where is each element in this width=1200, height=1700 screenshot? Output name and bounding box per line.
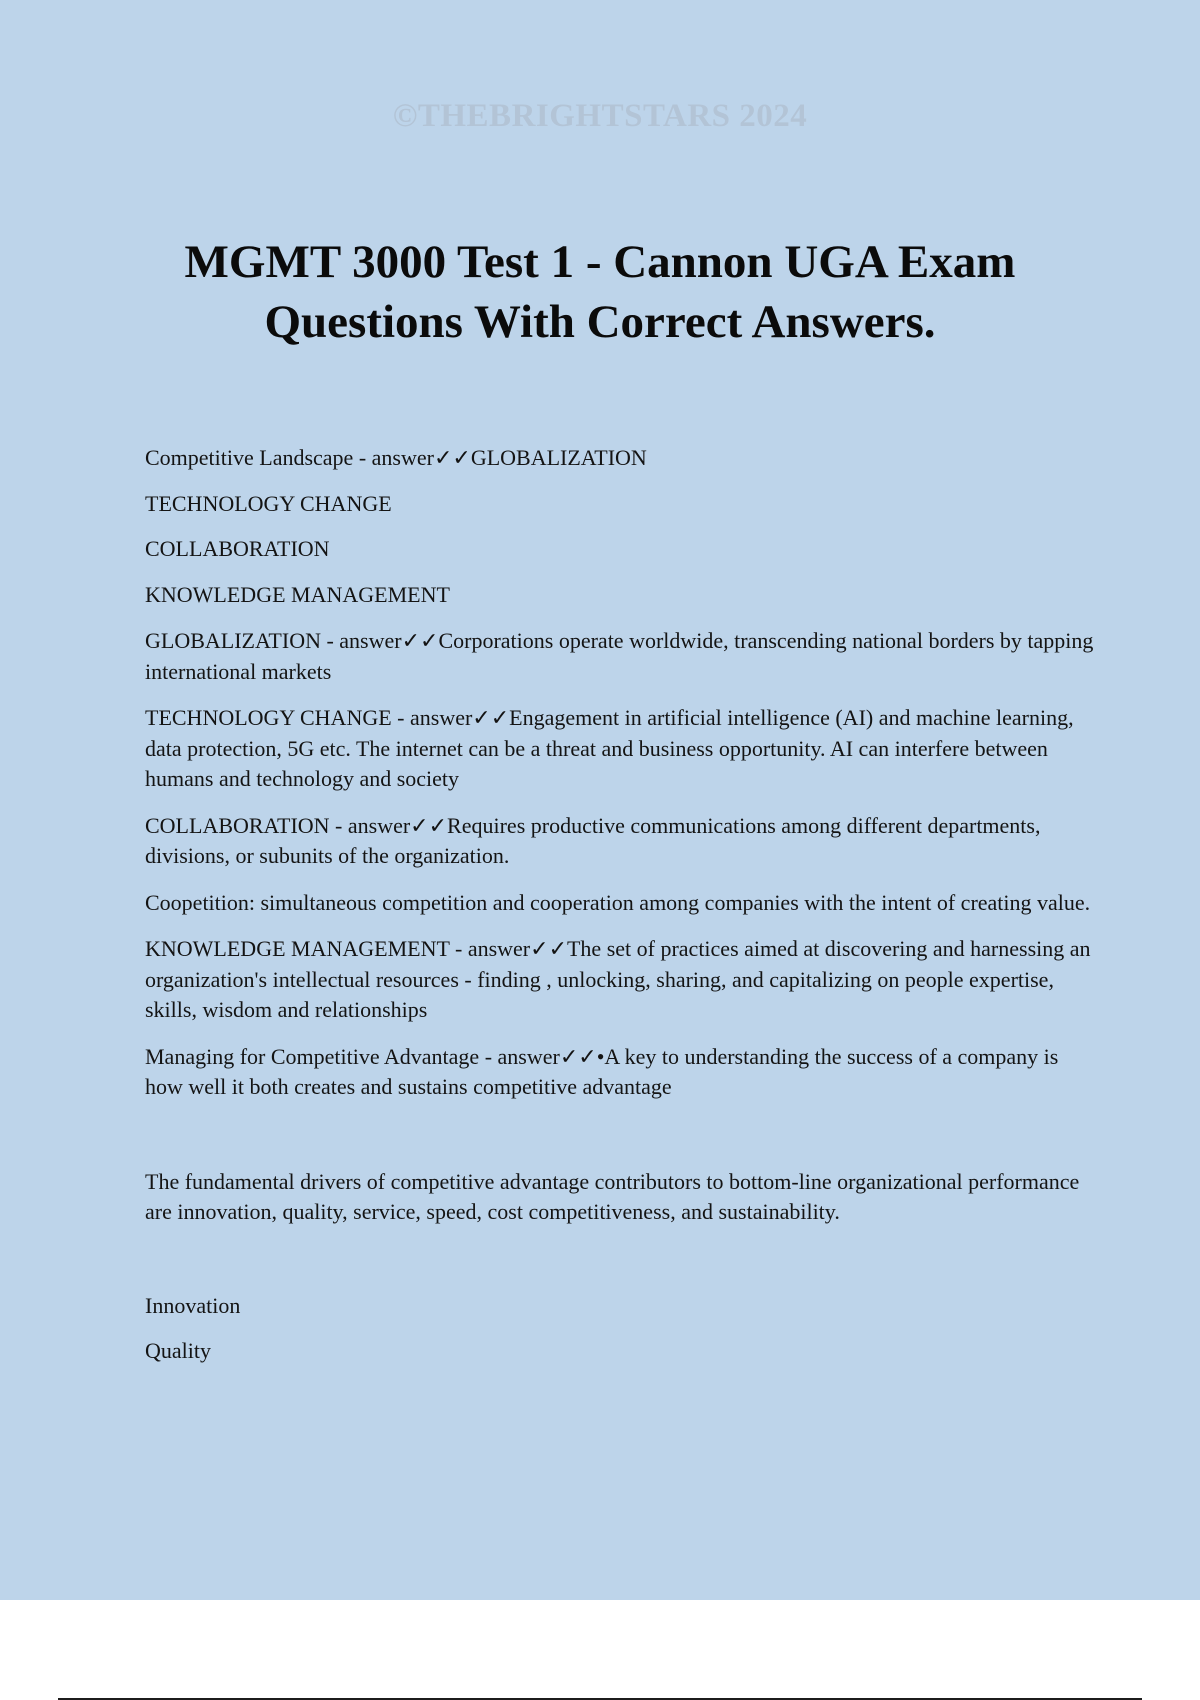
paragraph-collaboration: COLLABORATION xyxy=(145,536,330,561)
document-body xyxy=(145,443,1095,1367)
paragraph-knowledge-management: KNOWLEDGE MANAGEMENT xyxy=(145,581,450,607)
paragraph-collaboration-answer: COLLABORATION - answer✓✓Requires productive communications among different departments, divisions, or subunits of the organization. xyxy=(145,812,1041,868)
paragraph-innovation: Innovation xyxy=(145,1292,241,1318)
paragraph-technology-change-answer: TECHNOLOGY CHANGE - answer✓✓Engagement in artificial intelligence (AI) and machine learning, data protection, 5G etc. The internet can be a threat and business opportunity. AI can interfere between humans and technology and society xyxy=(145,705,1074,791)
paragraph-fundamental-drivers: The fundamental drivers of competitive advantage contributors to bottom-line organizational performance are innovation, quality, service, speed, cost competitiveness, and sustainability. xyxy=(145,1168,1080,1224)
paragraph-competitive-landscape: Competitive Landscape - answer✓✓GLOBALIZATION xyxy=(145,445,647,470)
paragraph-quality: Quality xyxy=(145,1338,211,1363)
paragraph-knowledge-management-answer: KNOWLEDGE MANAGEMENT - answer✓✓The set of practices aimed at discovering and harnessing an organization's intellectual resources - finding , unlocking, sharing, and capitalizing on people expertise, skills, wisdom and relationships xyxy=(145,936,1091,1022)
watermark: ©THEBRIGHTSTARS 2024 xyxy=(392,98,808,134)
paragraph-managing-advantage: Managing for Competitive Advantage - answer✓✓•A key to understanding the success of a company is how well it both creates and sustains competitive advantage xyxy=(145,1043,1059,1099)
paragraph-technology-change: TECHNOLOGY CHANGE xyxy=(145,490,392,516)
paragraph-globalization-answer: GLOBALIZATION - answer✓✓Corporations operate worldwide, transcending national borders by tapping international markets xyxy=(145,628,1094,684)
paragraph-coopetition: Coopetition: simultaneous competition and cooperation among companies with the intent of creating value. xyxy=(145,889,1091,915)
document-title: MGMT 3000 Test 1 - Cannon UGA Exam Questions With Correct Answers. xyxy=(184,236,1016,348)
